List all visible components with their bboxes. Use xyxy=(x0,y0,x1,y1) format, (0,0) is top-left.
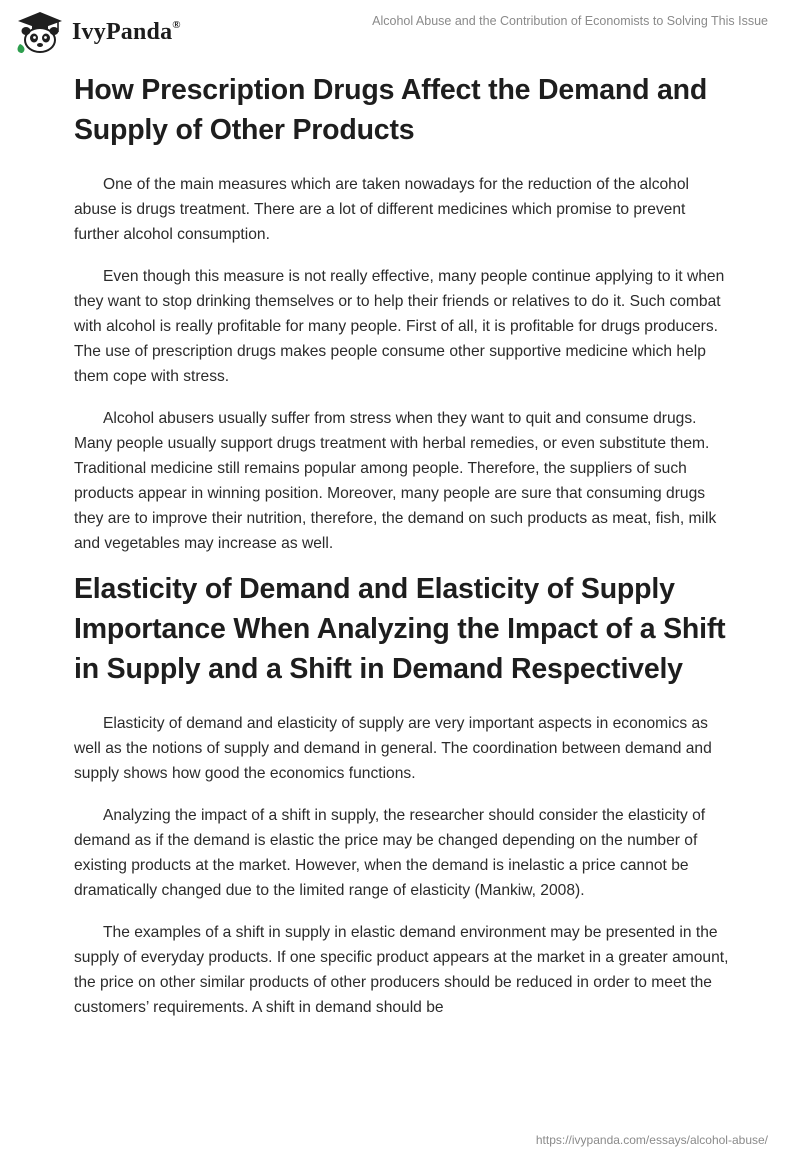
section-heading-prescription-drugs: How Prescription Drugs Affect the Demand and Supply of Other Products xyxy=(74,74,708,146)
panda-graduate-icon xyxy=(14,10,66,54)
paragraph: The examples of a shift in supply in elastic demand environment may be presented in the supply of everyday products. If one specific product appears at the market in a greater amount, the price on other similar products of other producers should be reduced in order to meet the customers’ requirements. A shift in demand should be xyxy=(74,924,729,1016)
brand-name: IvyPanda® xyxy=(72,18,181,45)
paragraph: Even though this measure is not really effective, many people continue applying to it when they want to stop drinking themselves or to help their friends or relatives to do it. Such combat with alcohol is really profitable for many people. First of all, it is profitable for drugs producers. The use of prescription drugs makes people consume other supportive medicine which help them cope with stress. xyxy=(74,268,725,385)
article-body xyxy=(74,70,734,1020)
paragraph: Alcohol abusers usually suffer from stress when they want to quit and consume drugs. Many people usually support drugs treatment with herbal remedies, or even substitute them. Traditional medicine still remains popular among people. Therefore, the suppliers of such products appear in winning position. Moreover, many people are sure that consuming drugs they are to improve their nutrition, therefore, the demand on such products as meat, fish, milk and vegetables may increase as well. xyxy=(74,410,717,552)
ivypanda-logo[interactable] xyxy=(14,10,181,54)
document-title: Alcohol Abuse and the Contribution of Economists to Solving This Issue xyxy=(372,14,768,28)
paragraph: Elasticity of demand and elasticity of supply are very important aspects in economics as well as the notions of supply and demand in general. The coordination between demand and supply shows how good the economics functions. xyxy=(74,715,712,782)
section-heading-elasticity: Elasticity of Demand and Elasticity of Supply Importance When Analyzing the Impact of a Shift in Supply and a Shift in Demand Respectively xyxy=(74,573,726,685)
source-url-link[interactable]: https://ivypanda.com/essays/alcohol-abuse/ xyxy=(535,1133,768,1147)
paragraph: Analyzing the impact of a shift in supply, the researcher should consider the elasticity of demand as if the demand is elastic the price may be changed depending on the number of existing products at the market. However, when the demand is inelastic a price cannot be dramatically changed due to the limited range of elasticity (Mankiw, 2008). xyxy=(74,807,706,899)
paragraph: One of the main measures which are taken nowadays for the reduction of the alcohol abuse is drugs treatment. There are a lot of different medicines which promise to prevent further alcohol consumption. xyxy=(74,176,689,243)
